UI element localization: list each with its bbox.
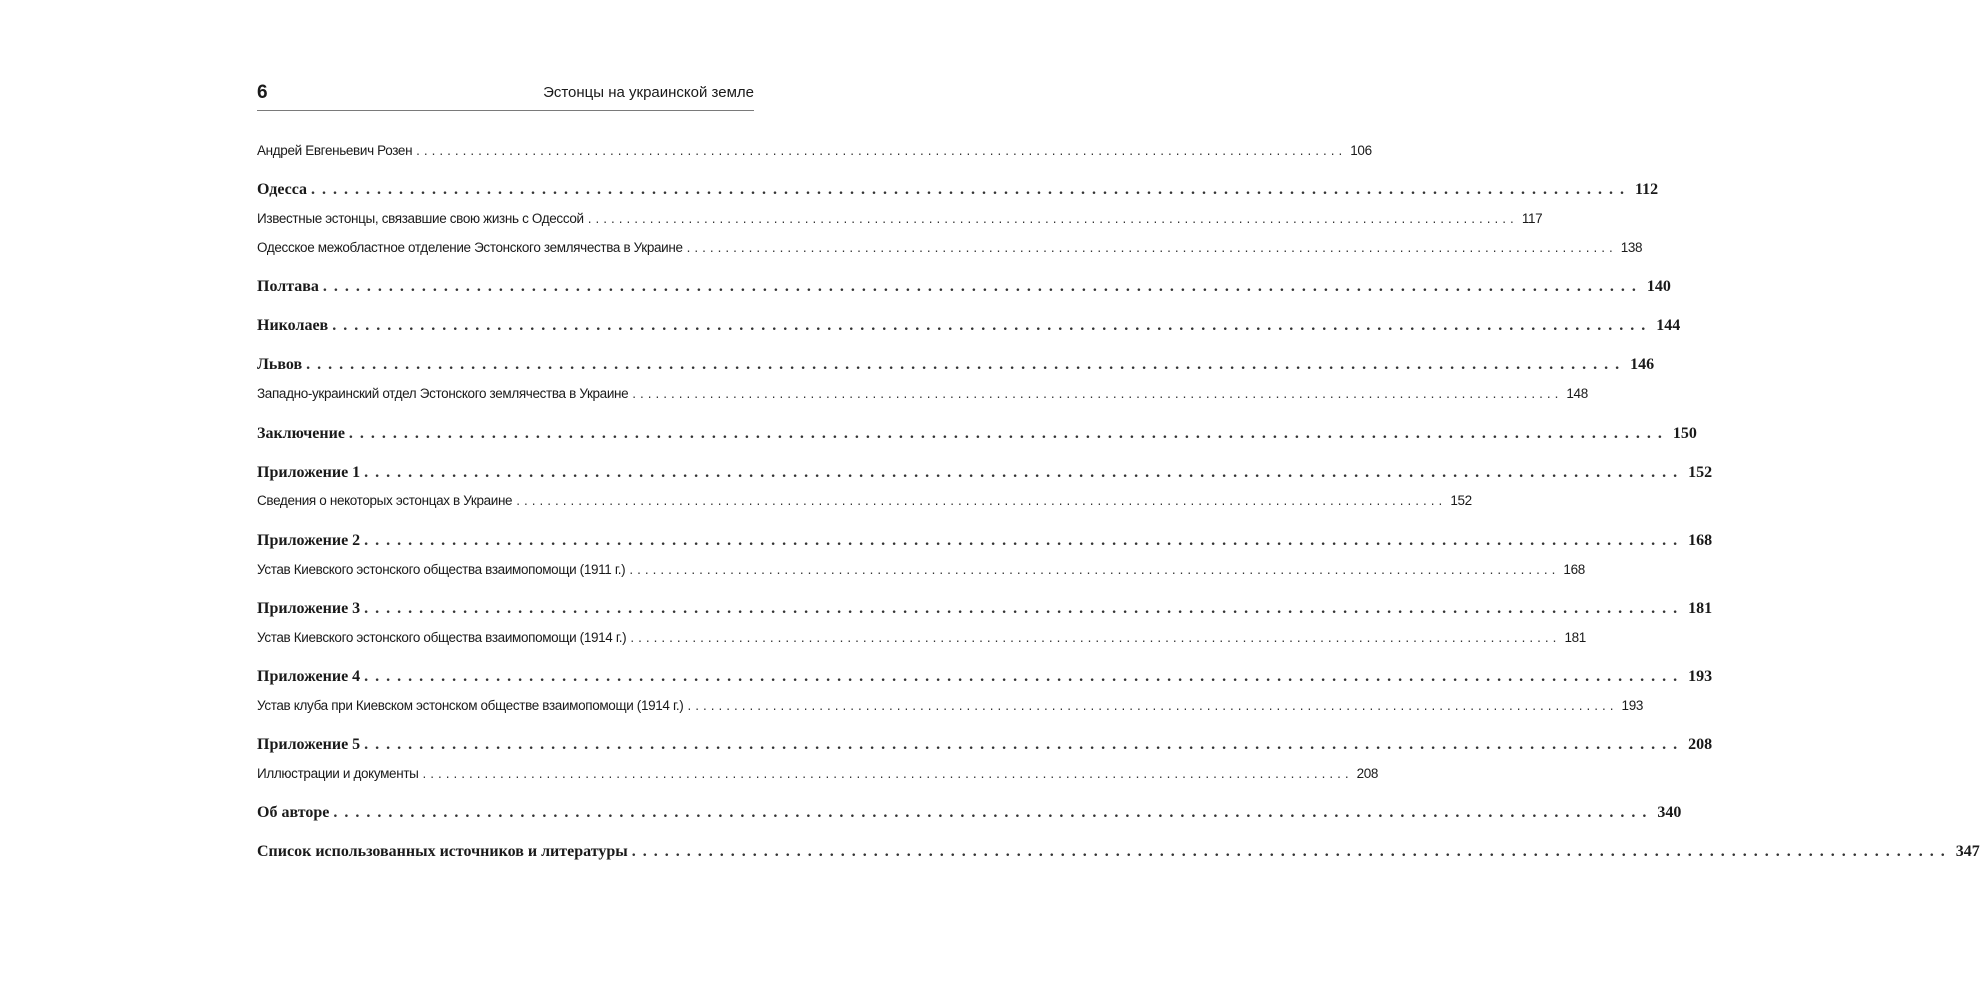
toc-entry-title: Полтава (257, 278, 319, 295)
toc-section-entry (257, 356, 1655, 374)
toc-entry-page-number: 208 (1356, 766, 1379, 781)
toc-entry-page-number: 144 (1656, 317, 1681, 334)
toc-entry-page-number: 112 (1635, 181, 1659, 198)
toc-subsection-entry (257, 240, 1643, 255)
toc-section-entry (257, 464, 1713, 482)
toc-entry-title: Известные эстонцы, связавшие свою жизнь с Одессой (257, 211, 584, 226)
toc-entry-page-number: 138 (1620, 240, 1643, 255)
running-title: Эстонцы на украинской земле (543, 84, 754, 101)
toc-entry-title: Одесское межобластное отделение Эстонского землячества в Украине (257, 240, 683, 255)
toc-entry-title: Приложение 3 (257, 600, 361, 617)
dot-leader: ........................................................................................................................ (516, 493, 1447, 508)
toc-section-entry (257, 425, 1697, 443)
page-header (257, 80, 754, 111)
dot-leader: ........................................................................................................................ (631, 843, 1952, 860)
toc-entry-page-number: 150 (1672, 425, 1697, 442)
toc-subsection-entry (257, 386, 1588, 401)
toc-entry-page-number: 181 (1564, 630, 1586, 645)
toc-entry-title: Устав клуба при Киевском эстонском обществе взаимопомощи (1914 г.) (257, 698, 684, 713)
toc-entry-page-number: 193 (1688, 668, 1713, 685)
toc-entry-title: Приложение 5 (257, 736, 361, 753)
toc-entry-title: Устав Киевского эстонского общества взаимопомощи (1911 г.) (257, 562, 626, 577)
toc-entry-title: Сведения о некоторых эстонцах в Украине (257, 493, 513, 508)
dot-leader: ........................................................................................................................ (632, 386, 1563, 401)
dot-leader: ........................................................................................................................ (630, 630, 1561, 645)
toc-section-entry (257, 600, 1713, 618)
dot-leader: ........................................................................................................................ (364, 532, 1685, 549)
dot-leader: ........................................................................................................................ (333, 804, 1654, 821)
toc-entry-title: Заключение (257, 425, 345, 442)
toc-entry-page-number: 148 (1566, 386, 1588, 401)
toc-subsection-entry (257, 766, 1379, 781)
toc-entry-title: Николаев (257, 317, 329, 334)
toc-subsection-entry (257, 698, 1644, 713)
toc-entry-title: Иллюстрации и документы (257, 766, 419, 781)
dot-leader: ........................................................................................................................ (364, 668, 1685, 685)
toc-entry-title: Одесса (257, 181, 308, 198)
toc-entry-title: Андрей Евгеньевич Розен (257, 143, 413, 158)
toc-section-entry (257, 736, 1713, 754)
toc-entry-page-number: 181 (1688, 600, 1713, 617)
page-number: 6 (257, 82, 268, 103)
dot-leader: ........................................................................................................................ (687, 698, 1618, 713)
dot-leader: ........................................................................................................................ (311, 181, 1632, 198)
toc-section-entry (257, 843, 1980, 861)
toc-section-entry (257, 317, 1681, 335)
toc-entry-page-number: 146 (1630, 356, 1655, 373)
toc-subsection-entry (257, 143, 1372, 158)
toc-entry-title: Приложение 2 (257, 532, 361, 549)
dot-leader: ........................................................................................................................ (322, 278, 1643, 295)
dot-leader: ........................................................................................................................ (422, 766, 1353, 781)
toc-entry-title: Устав Киевского эстонского общества взаимопомощи (1914 г.) (257, 630, 627, 645)
dot-leader: ........................................................................................................................ (364, 600, 1685, 617)
toc-entry-page-number: 106 (1350, 143, 1372, 158)
toc-section-entry (257, 181, 1659, 199)
dot-leader: ........................................................................................................................ (306, 356, 1627, 373)
dot-leader: ........................................................................................................................ (629, 562, 1560, 577)
toc-entry-page-number: 168 (1563, 562, 1585, 577)
dot-leader: ........................................................................................................................ (686, 240, 1617, 255)
toc-entry-title: Об авторе (257, 804, 330, 821)
toc-entry-page-number: 152 (1688, 464, 1713, 481)
dot-leader: ........................................................................................................................ (348, 425, 1669, 442)
toc-entry-page-number: 340 (1657, 804, 1682, 821)
toc-section-entry (257, 278, 1671, 296)
toc-entry-page-number: 347 (1955, 843, 1980, 860)
toc-entry-page-number: 152 (1450, 493, 1472, 508)
toc-entry-page-number: 140 (1646, 278, 1671, 295)
toc-section-entry (257, 804, 1682, 822)
dot-leader: ........................................................................................................................ (416, 143, 1347, 158)
toc-subsection-entry (257, 562, 1585, 577)
dot-leader: ........................................................................................................................ (364, 736, 1685, 753)
toc-subsection-entry (257, 211, 1543, 226)
toc-entry-title: Приложение 4 (257, 668, 361, 685)
toc-entry-page-number: 208 (1688, 736, 1713, 753)
dot-leader: ........................................................................................................................ (364, 464, 1685, 481)
toc-section-entry (257, 668, 1713, 686)
dot-leader: ........................................................................................................................ (332, 317, 1653, 334)
toc-entry-page-number: 168 (1688, 532, 1713, 549)
toc-entry-title: Львов (257, 356, 303, 373)
toc-section-entry (257, 532, 1713, 550)
dot-leader: ........................................................................................................................ (587, 211, 1518, 226)
toc-subsection-entry (257, 630, 1586, 645)
toc-entry-page-number: 117 (1521, 211, 1543, 226)
toc-subsection-entry (257, 493, 1472, 508)
toc-entry-page-number: 193 (1621, 698, 1644, 713)
toc-entry-title: Западно-украинский отдел Эстонского землячества в Украине (257, 386, 629, 401)
toc-entry-title: Список использованных источников и литературы (257, 843, 628, 860)
toc-entry-title: Приложение 1 (257, 464, 361, 481)
